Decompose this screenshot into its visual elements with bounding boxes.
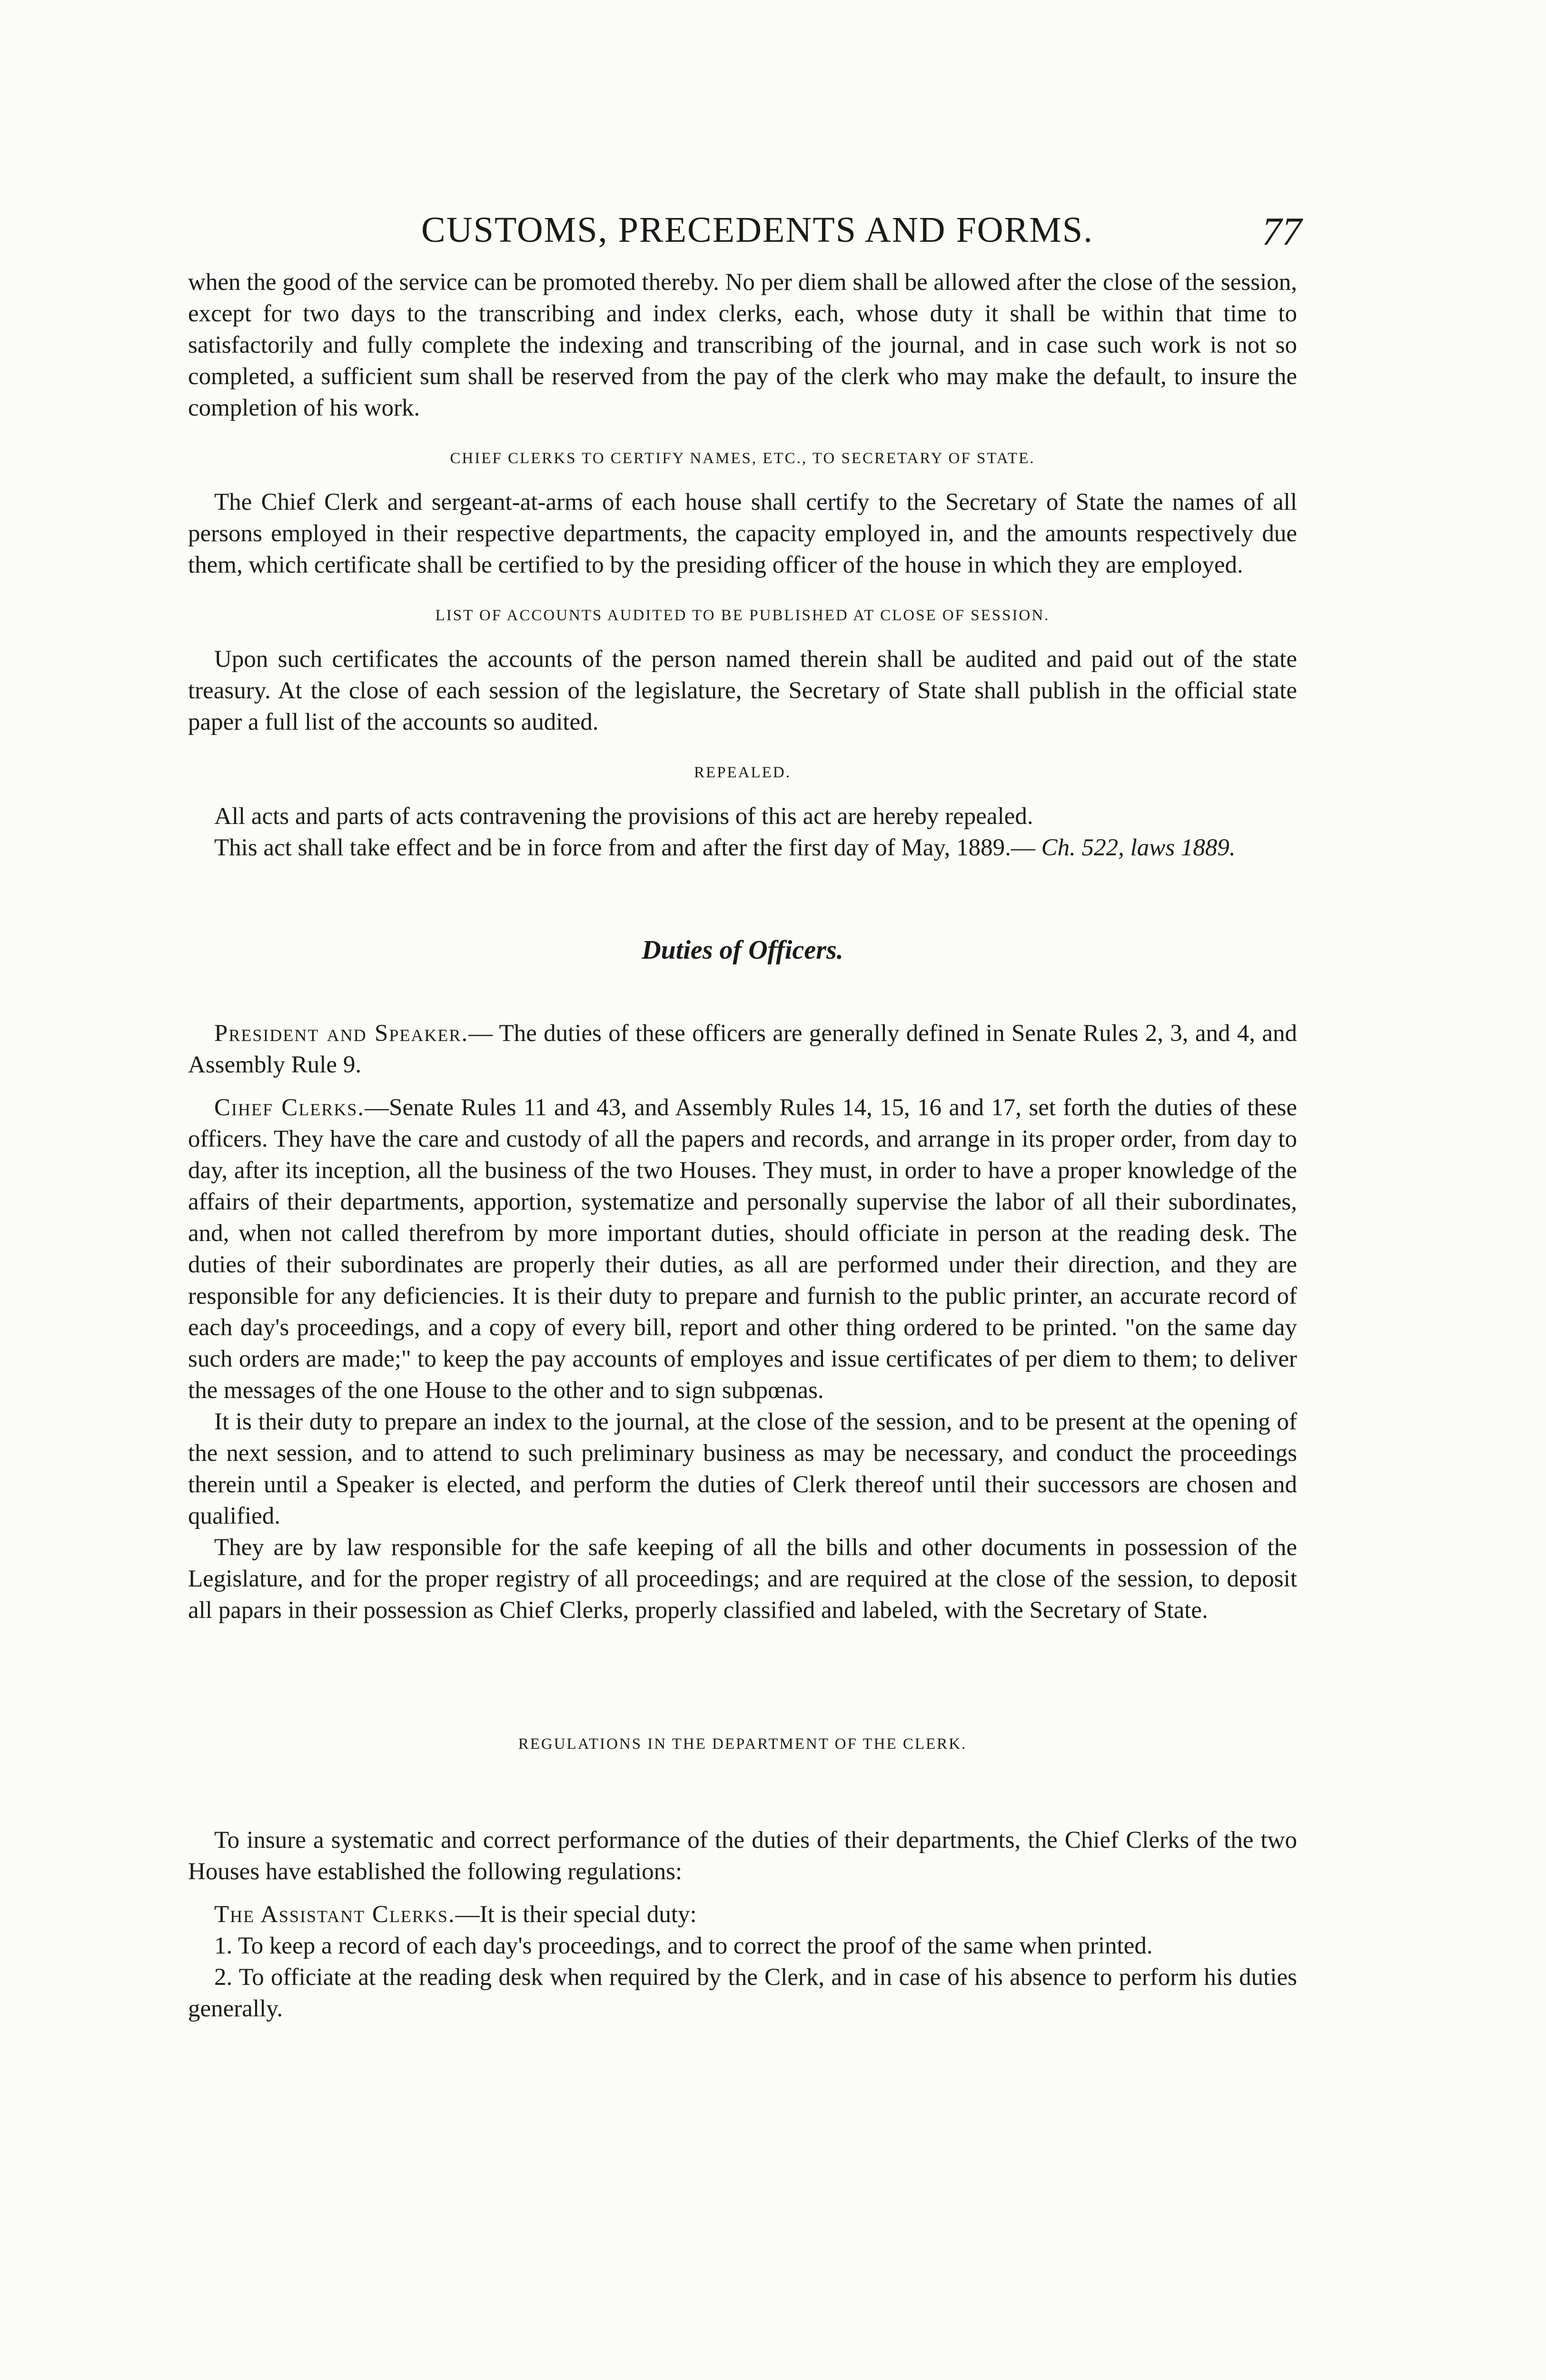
- page-number: 77: [1262, 209, 1302, 254]
- chief-clerks-paragraph: [188, 1092, 1297, 1406]
- custody-paragraph: They are by law responsible for the safe keeping of all the bills and other documents in possession of the Legislature, and for the proper registry of all proceedings; and are required at the close of the session, to deposit all papars in their possession as Chief Clerks, properly classified and labeled, with the Secretary of State.: [188, 1534, 1297, 1624]
- chapter-title: Duties of Officers.: [642, 935, 843, 965]
- chief-clerks-text: —Senate Rules 11 and 43, and Assembly Rules 14, 15, 16 and 17, set forth the duties of these officers. They have the care and custody of all the papers and records, and arrange in its proper order, from day to day, after its inception, all the business of the two Houses. They must, in order to have a proper knowledge of the affairs of their departments, apportion, systematize and personally supervise the labor of all their subordinates, and, when not called therefrom by more important duties, should officiate in person at the reading desk. The duties of their subordinates are properly their duties, as all are performed under their direction, and they are responsible for any deficiencies. It is their duty to prepare and furnish to the public printer, an accurate record of each day's proceedings, and a copy of every bill, report and other thing ordered to be printed. "on the same day such orders are made;" to keep the pay accounts of employes and issue certificates of per diem to them; to deliver the messages of the one House to the other and to sign subpœnas.: [188, 1094, 1297, 1404]
- president-speaker-label: President and Speaker.: [214, 1020, 469, 1047]
- assistant-clerks-label: The Assistant Clerks.: [214, 1901, 456, 1928]
- intro-paragraph: when the good of the service can be promoted thereby. No per diem shall be allowed after the close of the session, except for two days to the transcribing and index clerks, each, whose duty it shall be within that time to satisfactorily and fully complete the indexing and transcribing of the journal, and in case such work is not so completed, a sufficient sum shall be reserved from the pay of the clerk who may make the default, to insure the completion of his work.: [188, 269, 1297, 421]
- effect-paragraph: [188, 832, 1297, 863]
- regulations-intro: To insure a systematic and correct performance of the duties of their departments, the Chief Clerks of the two Houses have established the following regulations:: [188, 1827, 1297, 1885]
- regulations-heading: REGULATIONS IN THE DEPARTMENT OF THE CLERK.: [518, 1735, 967, 1753]
- section-text-repealed: All acts and parts of acts contravening the provisions of this act are hereby repealed.: [214, 803, 1033, 830]
- effect-text: This act shall take effect and be in force from and after the first day of May, 1889.—: [214, 834, 1035, 861]
- president-speaker-text: — The duties of these officers are generally defined in Senate Rules 2, 3, and 4, and Assembly Rule 9.: [188, 1020, 1297, 1078]
- section-heading-accounts: LIST OF ACCOUNTS AUDITED TO BE PUBLISHED AT CLOSE OF SESSION.: [435, 607, 1050, 624]
- section-heading-repealed: REPEALED.: [694, 764, 791, 781]
- running-title: CUSTOMS, PRECEDENTS AND FORMS.: [421, 210, 1094, 250]
- section-text-accounts: Upon such certificates the accounts of the person named therein shall be audited and paid out of the state treasury. At the close of each session of the legislature, the Secretary of State shall publish in the official state paper a full list of the accounts so audited.: [188, 646, 1297, 735]
- law-citation: Ch. 522, laws 1889.: [1041, 834, 1236, 861]
- section-heading-certify: CHIEF CLERKS TO CERTIFY NAMES, ETC., TO SECRETARY OF STATE.: [450, 450, 1035, 467]
- chief-clerks-label: Cihef Clerks.: [214, 1094, 365, 1121]
- assistant-clerks-text: —It is their special duty:: [455, 1901, 697, 1928]
- page-header: [188, 209, 1302, 267]
- index-duty-paragraph: It is their duty to prepare an index to the journal, at the close of the session, and to be present at the opening of the next session, and to attend to such preliminary business as may be necessary, and conduct the proceedings therein until a Speaker is elected, and perform the duties of Clerk thereof until their successors are chosen and qualified.: [188, 1408, 1297, 1529]
- section-text-certify: The Chief Clerk and sergeant-at-arms of each house shall certify to the Secretary of State the names of all persons employed in their respective departments, the capacity employed in, and the amounts respectively due them, which certificate shall be certified to by the presiding officer of the house in which they are employed.: [188, 489, 1297, 578]
- regulation-item: 1. To keep a record of each day's proceedings, and to correct the proof of the same when printed.: [214, 1933, 1153, 1959]
- assistant-clerks-paragraph: [188, 1899, 1297, 1930]
- president-speaker-paragraph: [188, 1018, 1297, 1081]
- regulation-item: 2. To officiate at the reading desk when required by the Clerk, and in case of his absence to perform his duties generally.: [188, 1964, 1297, 2022]
- book-page: [188, 209, 1302, 2024]
